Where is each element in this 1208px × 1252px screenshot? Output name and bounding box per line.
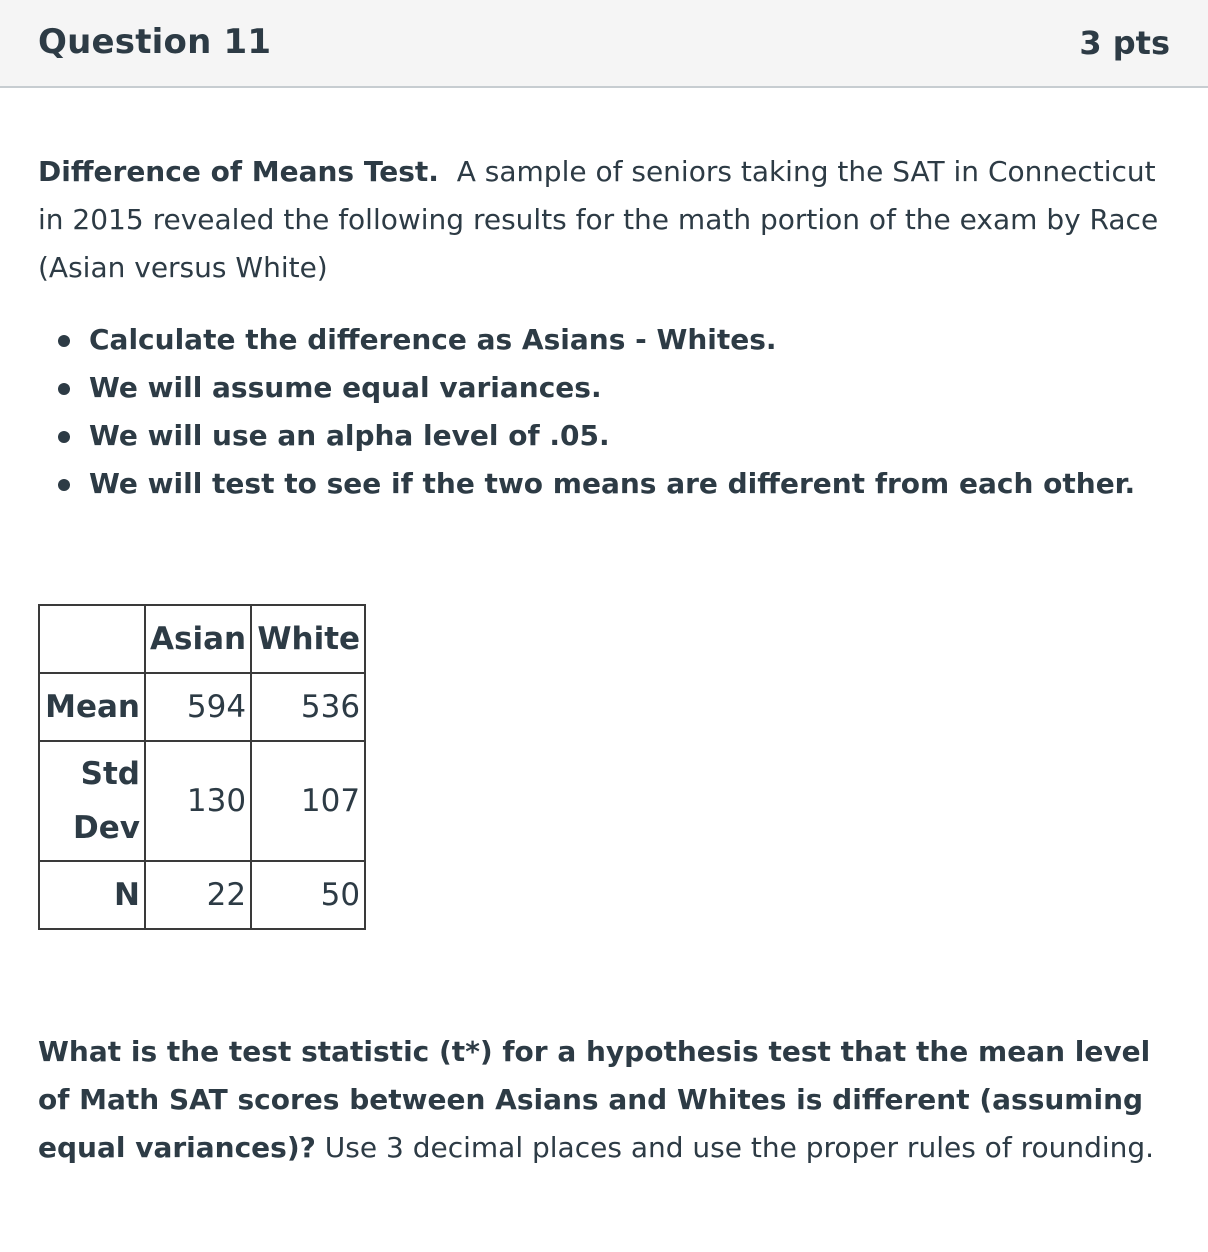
instruction-item: We will assume equal variances. <box>38 364 1170 412</box>
question-header <box>0 0 1208 88</box>
instruction-item: We will use an alpha level of .05. <box>38 412 1170 460</box>
row-label-mean: Mean <box>39 673 145 741</box>
intro-text: A sample of seniors taking the SAT in Connecticut in 2015 revealed the following results for the math portion of the exam by Race (Asian versus White) <box>38 155 1159 284</box>
cell-asian-std-dev: 130 <box>145 741 251 861</box>
row-label-std-dev: Std Dev <box>39 741 145 861</box>
question-intro <box>38 148 1170 292</box>
cell-asian-n: 22 <box>145 861 251 929</box>
question-points: 3 pts <box>1079 24 1170 62</box>
cell-white-std-dev: 107 <box>251 741 365 861</box>
cell-white-n: 50 <box>251 861 365 929</box>
table-header-white: White <box>251 605 365 673</box>
cell-asian-mean: 594 <box>145 673 251 741</box>
table-row <box>39 861 365 929</box>
question-text: Use 3 decimal places and use the proper rules of rounding. <box>324 1131 1155 1164</box>
stats-table <box>38 604 366 930</box>
question-prompt <box>38 1028 1178 1172</box>
table-header-row <box>39 605 365 673</box>
table-row <box>39 673 365 741</box>
instruction-item: We will test to see if the two means are different from each other. <box>38 460 1170 508</box>
instruction-list <box>38 316 1170 508</box>
question-title: Question 11 <box>38 22 272 62</box>
intro-bold-lead: Difference of Means Test. <box>38 155 439 188</box>
cell-white-mean: 536 <box>251 673 365 741</box>
instruction-item: Calculate the difference as Asians - Whites. <box>38 316 1170 364</box>
table-header-empty <box>39 605 145 673</box>
table-header-asian: Asian <box>145 605 251 673</box>
row-label-n: N <box>39 861 145 929</box>
question-bold-text: What is the test statistic (t*) for a hypothesis test that the mean level of Math SAT scores between Asians and Whites is different (assuming equal variances)? <box>38 1035 1151 1164</box>
table-row <box>39 741 365 861</box>
